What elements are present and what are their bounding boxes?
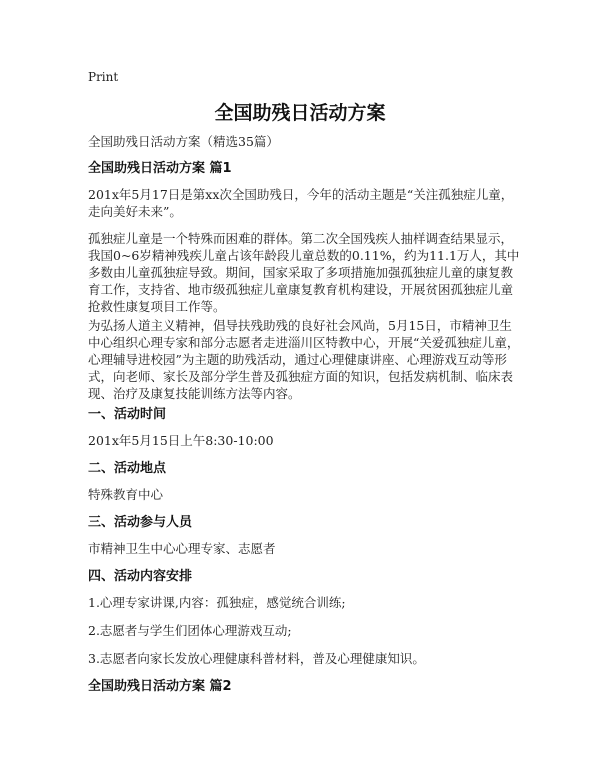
content-heading: 四、活动内容安排 bbox=[88, 569, 193, 584]
content-item: 2.志愿者与学生们团体心理游戏互动; bbox=[88, 623, 292, 638]
time-heading: 一、活动时间 bbox=[88, 407, 167, 422]
paragraph-1: 201x年5月17日是第xx次全国助残日，今年的活动主题是“关注孤独症儿童，走向美好未来”。 bbox=[88, 187, 514, 219]
paragraph-3: 为弘扬人道主义精神，倡导扶残助残的良好社会风尚，5月15日，市精神卫生中心组织心理专家和部分志愿者走进淄川区特教中心，开展“关爱孤独症儿童，心理辅导进校园”为主题的助残活动，通过心理健康讲座、心理游戏互动等形式，向老师、家长及部分学生普及孤独症方面的知识，包括发病机制、临床表现、治疗及康复技能训练方法等内容。 bbox=[88, 318, 520, 401]
people-value: 市精神卫生中心心理专家、志愿者 bbox=[88, 541, 276, 556]
section-heading-1: 全国助残日活动方案 篇1 bbox=[88, 161, 232, 176]
subtitle: 全国助残日活动方案（精选35篇） bbox=[88, 134, 279, 149]
place-heading: 二、活动地点 bbox=[88, 461, 167, 476]
print-link[interactable]: Print bbox=[88, 70, 119, 84]
people-heading: 三、活动参与人员 bbox=[88, 515, 193, 530]
content-item: 1.心理专家讲课,内容：孤独症，感觉统合训练; bbox=[88, 595, 346, 610]
place-value: 特殊教育中心 bbox=[88, 487, 164, 502]
time-value: 201x年5月15日上午8:30-10:00 bbox=[88, 433, 274, 448]
page-title: 全国助残日活动方案 bbox=[214, 102, 386, 124]
section-heading-2: 全国助残日活动方案 篇2 bbox=[88, 679, 232, 694]
paragraph-2: 孤独症儿童是一个特殊而困难的群体。第二次全国残疾人抽样调查结果显示，我国0~6岁精神残疾儿童占该年龄段儿童总数的0.11%，约为11.1万人，其中多数由儿童孤独症导致。期间，国家采取了多项措施加强孤独症儿童的康复教育工作，支持省、地市级孤独症儿童康复教育机构建设，开展贫困孤独症儿童抢救性康复项目工作等。 bbox=[88, 231, 520, 314]
content-item: 3.志愿者向家长发放心理健康科普材料，普及心理健康知识。 bbox=[88, 651, 425, 666]
